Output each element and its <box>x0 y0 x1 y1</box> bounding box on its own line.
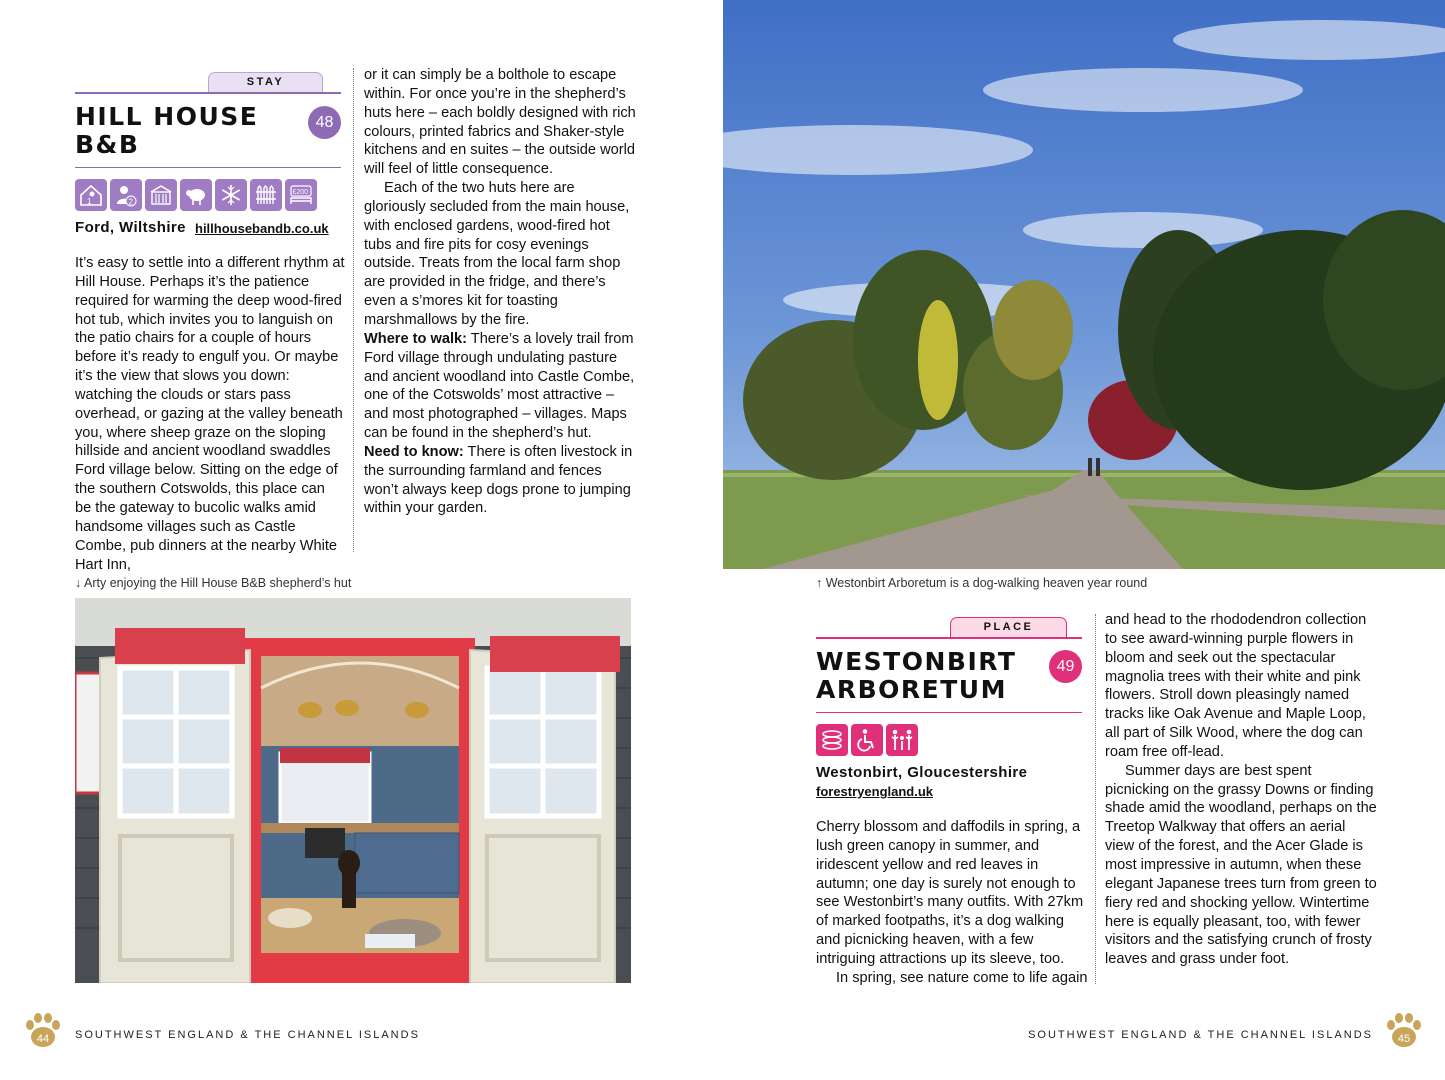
stay-category-tab: STAY <box>208 72 323 92</box>
place-title <box>816 648 1046 704</box>
place-body-col1 <box>816 818 1088 988</box>
place-amenity-icons <box>816 724 918 756</box>
accessible-icon <box>851 724 883 756</box>
place-col1-p1: Cherry blossom and daffodils in spring, a lush green canopy in summer, and iridescent yellow and red leaves in autumn; one day is surely not enough to see Westonbirt’s many outfits. With 27km of marked footpaths, it’s a dog walking and picnicking heaven, with a few intriguing attractions up its sleeve, too. <box>816 819 1084 967</box>
stay-title <box>75 103 305 159</box>
sheep-icon <box>180 179 212 211</box>
stay-col2-p1: or it can simply be a bolthole to escape within. For once you’re in the shepherd’s huts here – each boldly designed with rich colours, printed fabrics and Shaker-style kitchens and en suites – the outside world will feel of little consequence. <box>364 67 636 178</box>
place-title-line1: WESTONBIRT <box>816 647 1017 676</box>
place-number-badge: 49 <box>1049 650 1082 683</box>
place-column-divider <box>1095 614 1096 984</box>
left-page-paw <box>24 1011 62 1056</box>
svg-text:1: 1 <box>87 197 92 206</box>
place-website-link[interactable]: forestryengland.uk <box>816 784 934 799</box>
stay-bottom-rule <box>75 167 341 168</box>
stay-number-badge: 48 <box>308 106 341 139</box>
stay-know-para <box>364 443 636 518</box>
place-title-line2: ARBORETUM <box>816 675 1007 704</box>
stay-location: Ford, Wiltshire <box>75 219 186 236</box>
left-page-number: 44 <box>36 1033 50 1045</box>
stay-col1-text: It’s easy to settle into a different rhythm at Hill House. Perhaps it’s the patience required for warming the deep wood-fired hot tub, which invites you to languish on the patio chairs for a couple of hours before it’s ready to engulf you. Or maybe it’s the view that slows you down: watching the clouds or stars pass overhead, or gazing at the valley beneath you, where sheep graze on the sloping hillside and ancient woodland swaddles Ford village below. Sitting on the edge of the southern Cotswolds, this place can be the gateway to bucolic walks amid handsome villages such as Castle Combe, pub dinners at the nearby White Hart Inn, <box>75 255 345 573</box>
svg-text:2: 2 <box>128 197 133 207</box>
stay-column-divider <box>353 68 354 552</box>
bed-price-text: £200 <box>292 189 309 196</box>
arboretum-illustration <box>723 0 1445 569</box>
right-footer-text: SOUTHWEST ENGLAND & THE CHANNEL ISLANDS <box>1028 1029 1373 1041</box>
left-footer-text: SOUTHWEST ENGLAND & THE CHANNEL ISLANDS <box>75 1029 420 1041</box>
stay-top-rule <box>75 92 341 94</box>
paw-icon <box>1385 1011 1423 1051</box>
bed-price-icon <box>285 179 317 211</box>
paw-icon <box>24 1011 62 1051</box>
place-bottom-rule <box>816 712 1082 713</box>
stay-title-line2: B&B <box>75 130 140 159</box>
arboretum-photo <box>723 0 1445 569</box>
place-col1-p2: In spring, see nature come to life again <box>836 969 1088 986</box>
place-category-tab: PLACE <box>950 617 1067 637</box>
place-body-col2 <box>1105 611 1377 969</box>
snowflake-icon <box>215 179 247 211</box>
stay-walk-para <box>364 330 636 443</box>
building-icon <box>145 179 177 211</box>
place-location: Westonbirt, Gloucestershire <box>816 764 1028 781</box>
house-1-icon <box>75 179 107 211</box>
stay-body-col1 <box>75 254 345 574</box>
shepherds-hut-photo <box>75 598 631 983</box>
place-top-rule <box>816 637 1082 639</box>
place-col2-p2: Summer days are best spent picnicking on the grassy Downs or finding shade amid the woodland, perhaps on the Treetop Walkway that offers an aerial view of the forest, and the Acer Glade is most impressive in autumn, when these elegant Japanese trees turn from green to fiery red and shocking yellow. Wintertime here is equally pleasant, too, with fewer visitors and the satisfying crunch of frosty leaves and grass under foot. <box>1105 762 1377 968</box>
stay-know-label: Need to know: <box>364 443 464 460</box>
stay-walk-label: Where to walk: <box>364 330 467 347</box>
stay-body-col2 <box>364 66 636 518</box>
family-icon <box>886 724 918 756</box>
stay-col2-p2: Each of the two huts here are gloriously secluded from the main house, with enclosed gardens, wood-fired hot tubs and fire pits for cosy evenings outside. Treats from the local farm shop are provided in the fridge, and there’s even a s’mores kit for toasting marshmallows by the fire. <box>364 180 630 328</box>
fence-icon <box>250 179 282 211</box>
stay-title-line1: HILL HOUSE <box>75 102 259 131</box>
right-page-paw <box>1385 1011 1423 1056</box>
person-2-icon <box>110 179 142 211</box>
right-page-number: 45 <box>1397 1033 1411 1045</box>
stay-website-link[interactable]: hillhousebandb.co.uk <box>195 221 329 236</box>
stay-walk-text: There’s a lovely trail from Ford village through undulating pasture and ancient woodland into Castle Combe, one of the Cotswolds’ most attractive – and most photographed – villages. Maps can be found in the shepherd’s hut. <box>364 330 635 442</box>
place-photo-caption: ↑ Westonbirt Arboretum is a dog-walking heaven year round <box>816 576 1148 590</box>
stay-know-text: There is often livestock in the surrounding farmland and fences won’t always keep dogs prone to jumping within your garden. <box>364 443 633 517</box>
stay-photo-caption: ↓ Arty enjoying the Hill House B&B shepherd’s hut <box>75 576 352 590</box>
place-col2-p1: and head to the rhododendron collection to see award-winning purple flowers in bloom and seek out the spectacular magnolia trees with their white and pink flowers. Stroll down pleasingly named tracks like Oak Avenue and Maple Loop, all part of Silk Wood, where the dog can roam free off-lead. <box>1105 612 1367 760</box>
cafe-icon <box>816 724 848 756</box>
shepherds-hut-illustration <box>75 598 631 983</box>
stay-amenity-icons <box>75 179 317 211</box>
